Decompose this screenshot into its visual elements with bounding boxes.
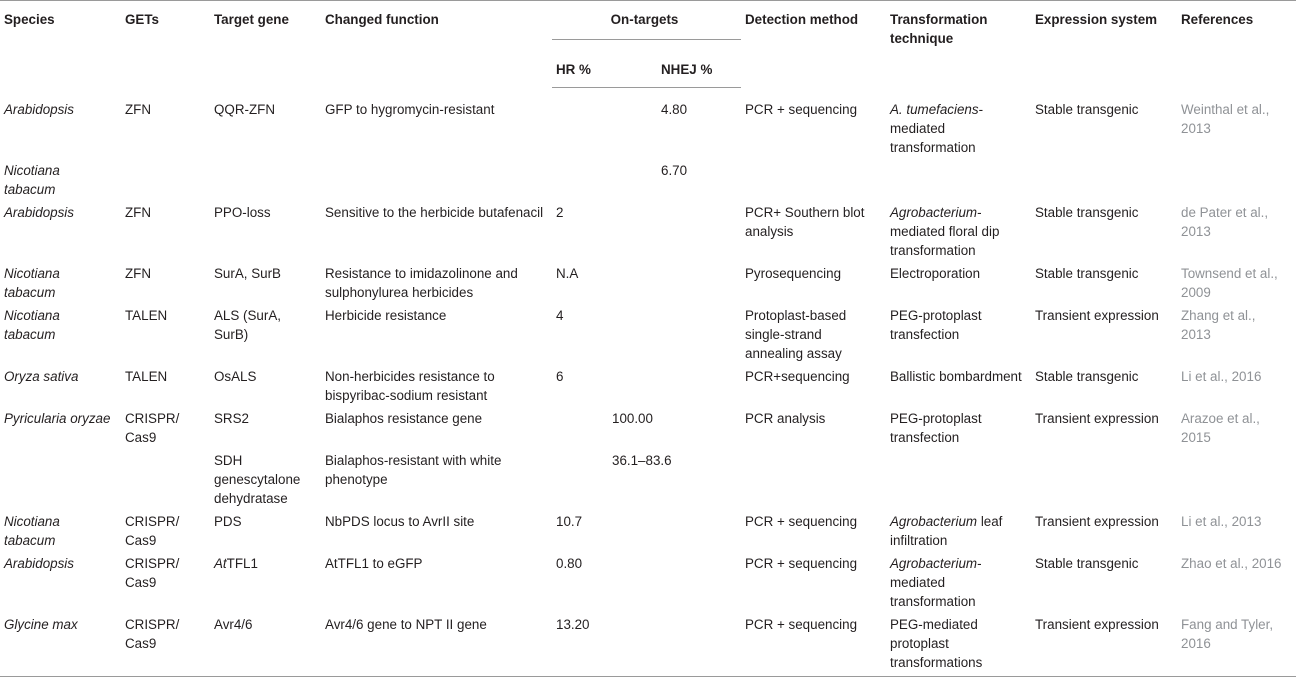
transformation-text: PEG-protoplast transfection [890, 410, 982, 445]
cell-hr: 2 [556, 204, 564, 220]
cell-gets [121, 447, 210, 508]
transformation-italic: Agrobacterium [890, 555, 978, 571]
cell-expression-system: Transient expression [1031, 611, 1177, 677]
table-row [0, 508, 1296, 550]
cell-target-gene: PDS [214, 513, 242, 529]
cell-gets [121, 157, 210, 199]
cell-hr-merged: 36.1–83.6 [612, 452, 672, 468]
cell-expression-system: Stable transgenic [1035, 555, 1139, 571]
cell-target-gene [210, 550, 321, 611]
header-hr: HR % [552, 50, 647, 88]
cell-hr: 13.20 [552, 611, 647, 677]
cell-target-gene: PPO-loss [214, 204, 271, 220]
cell-reference-link[interactable]: Li et al., 2016 [1181, 368, 1262, 384]
cell-nhej [647, 260, 741, 302]
cell-reference-link[interactable]: Fang and Tyler, 2016 [1177, 611, 1296, 677]
table-row [0, 405, 1296, 447]
cell-expression-system [1031, 447, 1177, 508]
cell-transformation-technique [886, 199, 1031, 260]
transformation-italic: Agrobacterium [890, 513, 978, 529]
cell-reference-link[interactable]: Zhang et al., 2013 [1181, 307, 1256, 342]
table-body [0, 88, 1296, 677]
cell-changed-function: Sensitive to the herbicide butafenacil [325, 204, 544, 220]
cell-detection-method: PCR + sequencing [745, 101, 858, 117]
cell-nhej: 4.80 [661, 102, 688, 117]
cell-gets: ZFN [125, 204, 152, 220]
transformation-text: PEG-protoplast transfection [890, 307, 982, 342]
cell-species: Arabidopsis [4, 555, 74, 571]
table-row [0, 447, 1296, 508]
cell-gets: TALEN [125, 368, 168, 384]
cell-species: Arabidopsis [4, 101, 74, 117]
cell-expression-system: Transient expression [1035, 410, 1159, 426]
cell-gets: CRISPR/ Cas9 [125, 555, 180, 590]
cell-changed-function: NbPDS locus to AvrII site [325, 513, 475, 529]
table-row [0, 611, 1296, 677]
cell-transformation-technique [886, 363, 1031, 405]
cell-reference-link[interactable] [1177, 447, 1296, 508]
table-row [0, 88, 1296, 157]
cell-changed-function: AtTFL1 to eGFP [325, 555, 423, 571]
table-row [0, 157, 1296, 199]
cell-transformation-technique [886, 508, 1031, 550]
cell-nhej [647, 302, 741, 363]
cell-changed-function: Non-herbicides resistance to bispyribac-sodium resistant [325, 368, 495, 403]
cell-transformation-technique [886, 302, 1031, 363]
target-gene-italic: At [214, 555, 227, 571]
transformation-text: -mediated floral dip transformation [890, 204, 1000, 258]
cell-nhej [647, 508, 741, 550]
header-species: Species [0, 1, 121, 88]
header-references: References [1177, 1, 1296, 88]
header-detection-method: Detection method [741, 1, 886, 88]
cell-gets: CRISPR/ Cas9 [125, 513, 180, 548]
header-transformation-technique: Transformation technique [886, 1, 1031, 88]
cell-species: Oryza sativa [4, 368, 79, 384]
cell-detection-method: PCR + sequencing [741, 611, 886, 677]
cell-hr [552, 88, 647, 157]
table-row [0, 260, 1296, 302]
cell-changed-function: Bialaphos resistance gene [325, 410, 483, 426]
cell-gets: CRISPR/ Cas9 [121, 611, 210, 677]
transformation-text: Ballistic bombardment [890, 368, 1022, 384]
transformation-text: Electroporation [890, 265, 981, 281]
cell-detection-method: PCR analysis [745, 410, 826, 426]
table-header [0, 1, 1296, 88]
transformation-text: leaf infiltration [890, 513, 1003, 548]
cell-transformation-technique [886, 405, 1031, 447]
cell-hr: 10.7 [556, 513, 583, 529]
cell-changed-function: Herbicide resistance [325, 307, 447, 323]
transformation-text: -mediated transformation [890, 555, 982, 609]
cell-species: Pyricularia oryzae [4, 410, 111, 426]
transformation-text: -mediated transformation [890, 101, 984, 155]
cell-expression-system: Stable transgenic [1035, 265, 1139, 281]
transformation-text: PEG-mediated protoplast transformations [890, 616, 983, 670]
cell-species: Arabidopsis [4, 204, 74, 220]
cell-gets: CRISPR/ Cas9 [125, 410, 180, 445]
table-row [0, 363, 1296, 405]
header-nhej: NHEJ % [647, 50, 741, 88]
cell-transformation-technique [886, 157, 1031, 199]
cell-species: Nicotiana tabacum [4, 513, 60, 548]
cell-detection-method: Protoplast-based single-strand annealing assay [745, 307, 847, 361]
cell-reference-link[interactable] [1177, 157, 1296, 199]
table-row [0, 550, 1296, 611]
cell-reference-link[interactable]: Weinthal et al., 2013 [1181, 101, 1270, 136]
cell-gets: ZFN [125, 265, 152, 281]
cell-species: Nicotiana tabacum [4, 307, 60, 342]
cell-detection-method [741, 447, 886, 508]
cell-target-gene: OsALS [214, 368, 257, 384]
header-expression-system: Expression system [1031, 1, 1177, 88]
cell-transformation-technique [886, 611, 1031, 677]
cell-transformation-technique [886, 260, 1031, 302]
cell-nhej [647, 550, 741, 611]
cell-reference-link[interactable]: Arazoe et al., 2015 [1181, 410, 1260, 445]
cell-species: Nicotiana tabacum [4, 162, 60, 197]
cell-changed-function: GFP to hygromycin-resistant [325, 101, 495, 117]
cell-target-gene: ALS (SurA, SurB) [214, 307, 281, 342]
cell-target-gene: SurA, SurB [214, 265, 281, 281]
cell-species: Nicotiana tabacum [4, 265, 60, 300]
on-targets-rule [552, 29, 741, 40]
cell-nhej [647, 199, 741, 260]
cell-reference-link[interactable]: Townsend et al., 2009 [1181, 265, 1278, 300]
cell-expression-system: Stable transgenic [1035, 101, 1139, 117]
header-on-targets-label: On-targets [610, 12, 679, 27]
cell-hr: 4 [556, 307, 564, 323]
cell-hr-merged: 100.00 [612, 410, 653, 426]
cell-hr: 6 [556, 368, 564, 384]
cell-detection-method [741, 157, 886, 199]
transformation-italic: Agrobacterium [890, 204, 978, 220]
cell-target-gene: QQR-ZFN [214, 101, 275, 117]
cell-expression-system: Stable transgenic [1035, 204, 1139, 220]
header-target-gene: Target gene [210, 1, 321, 88]
cell-species [0, 447, 121, 508]
cell-changed-function: Avr4/6 gene to NPT II gene [321, 611, 552, 677]
cell-target-gene [210, 157, 321, 199]
cell-detection-method: PCR+ Southern blot analysis [745, 204, 865, 239]
cell-detection-method: Pyrosequencing [745, 265, 842, 281]
cell-target-gene: SDH genescytalone dehydratase [214, 452, 301, 506]
table-row [0, 199, 1296, 260]
cell-expression-system [1031, 157, 1177, 199]
cell-expression-system: Transient expression [1035, 513, 1159, 529]
header-gets: GETs [121, 1, 210, 88]
table-row [0, 302, 1296, 363]
cell-detection-method: PCR+sequencing [745, 368, 850, 384]
cell-expression-system: Transient expression [1035, 307, 1159, 323]
cell-transformation-technique [886, 447, 1031, 508]
transformation-italic: A. tumefaciens [890, 101, 979, 117]
cell-reference-link[interactable]: Li et al., 2013 [1181, 513, 1262, 529]
cell-gets: ZFN [125, 101, 152, 117]
target-gene-text: TFL1 [226, 555, 258, 571]
cell-detection-method: PCR + sequencing [745, 513, 858, 529]
cell-target-gene: Avr4/6 [210, 611, 321, 677]
cell-transformation-technique [886, 88, 1031, 157]
cell-hr: 0.80 [556, 555, 583, 571]
cell-changed-function [321, 157, 552, 199]
cell-hr [552, 157, 647, 199]
cell-detection-method: PCR + sequencing [745, 555, 858, 571]
cell-nhej [647, 611, 741, 677]
cell-expression-system: Stable transgenic [1035, 368, 1139, 384]
cell-nhej: 6.70 [661, 162, 688, 178]
cell-species: Glycine max [0, 611, 121, 677]
cell-reference-link[interactable]: Zhao et al., 2016 [1181, 555, 1282, 571]
header-on-targets [552, 1, 741, 51]
cell-target-gene: SRS2 [214, 410, 249, 426]
cell-transformation-technique [886, 550, 1031, 611]
cell-changed-function: Resistance to imidazolinone and sulphonylurea herbicides [325, 265, 518, 300]
header-changed-function: Changed function [321, 1, 552, 88]
cell-nhej [647, 363, 741, 405]
cell-hr: N.A [556, 265, 579, 281]
cell-reference-link[interactable]: de Pater et al., 2013 [1181, 204, 1269, 239]
cell-gets: TALEN [125, 307, 168, 323]
cell-changed-function: Bialaphos-resistant with white phenotype [325, 452, 502, 487]
